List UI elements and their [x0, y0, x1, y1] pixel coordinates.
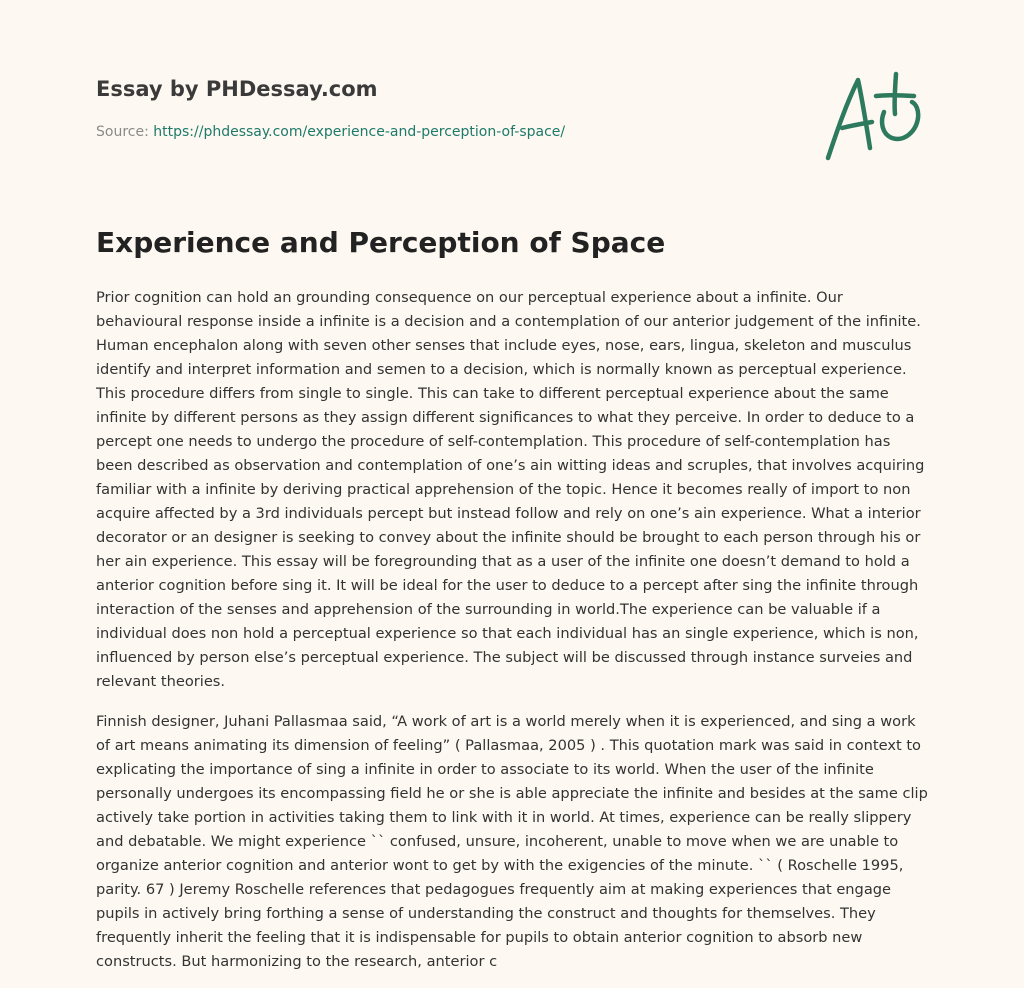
a-plus-logo: [816, 68, 932, 164]
essay-paragraph: Prior cognition can hold an grounding consequence on our perceptual experience about a infinite. Our behavioural response inside a infinite is a decision and a contemplation of our anterior judgement of the infinite. Human encephalon along with seven other senses that include eyes, nose, ears, lingua, skeleton and musculus identify and interpret information and semen to a decision, which is normally known as perceptual experience. This procedure differs from single to single. This can take to different perceptual experience about the same infinite by different persons as they assign different significances to what they perceive. In order to deduce to a percept one needs to undergo the procedure of self-contemplation. This procedure of self-contemplation has been described as observation and contemplation of one’s ain witting ideas and scruples, that involves acquiring familiar with a infinite by deriving practical apprehension of the topic. Hence it becomes really of import to non acquire affected by a 3rd individuals percept but instead follow and rely on one’s ain experience. What a interior decorator or an designer is seeking to convey about the infinite should be brought to each person through his or her ain experience. This essay will be foregrounding that as a user of the infinite one doesn’t demand to hold a anterior cognition before sing it. It will be ideal for the user to deduce to a percept after sing the infinite through interaction of the senses and apprehension of the surrounding in world.The experience can be valuable if a individual does non hold a perceptual experience so that each individual has an single experience, which is non, influenced by person else’s perceptual experience. The subject will be discussed through instance surveies and relevant theories.: [96, 289, 925, 690]
source-line: [96, 124, 565, 140]
source-label: Source:: [96, 124, 154, 140]
site-title: Essay by PHDessay.com: [96, 77, 378, 101]
essay-paragraph: Finnish designer, Juhani Pallasmaa said, “A work of art is a world merely when it is experienced, and sing a work of art means animating its dimension of feeling” ( Pallasmaa, 2005 ) . This quotation mark was said in context to explicating the importance of sing a infinite in order to associate to its world. When the user of the infinite personally undergoes its encompassing field he or she is able appreciate the infinite and besides at the same clip actively take portion in activities taking them to link with it in world. At times, experience can be really slippery and debatable. We might experience `` confused, unsure, incoherent, unable to move when we are unable to organize anterior cognition and anterior wont to get by with the exigencies of the minute. `` ( Roschelle 1995, parity. 67 ) Jeremy Roschelle references that pedagogues frequently aim at making experiences that engage pupils in actively bring forthing a sense of understanding the construct and thoughts for themselves. They frequently inherit the feeling that it is indispensable for pupils to obtain anterior cognition to absorb new constructs. But harmonizing to the research, anterior c: [96, 713, 928, 970]
essay-body: [96, 286, 928, 978]
source-link[interactable]: https://phdessay.com/experience-and-perception-of-space/: [153, 124, 566, 140]
essay-title: Experience and Perception of Space: [96, 226, 666, 259]
